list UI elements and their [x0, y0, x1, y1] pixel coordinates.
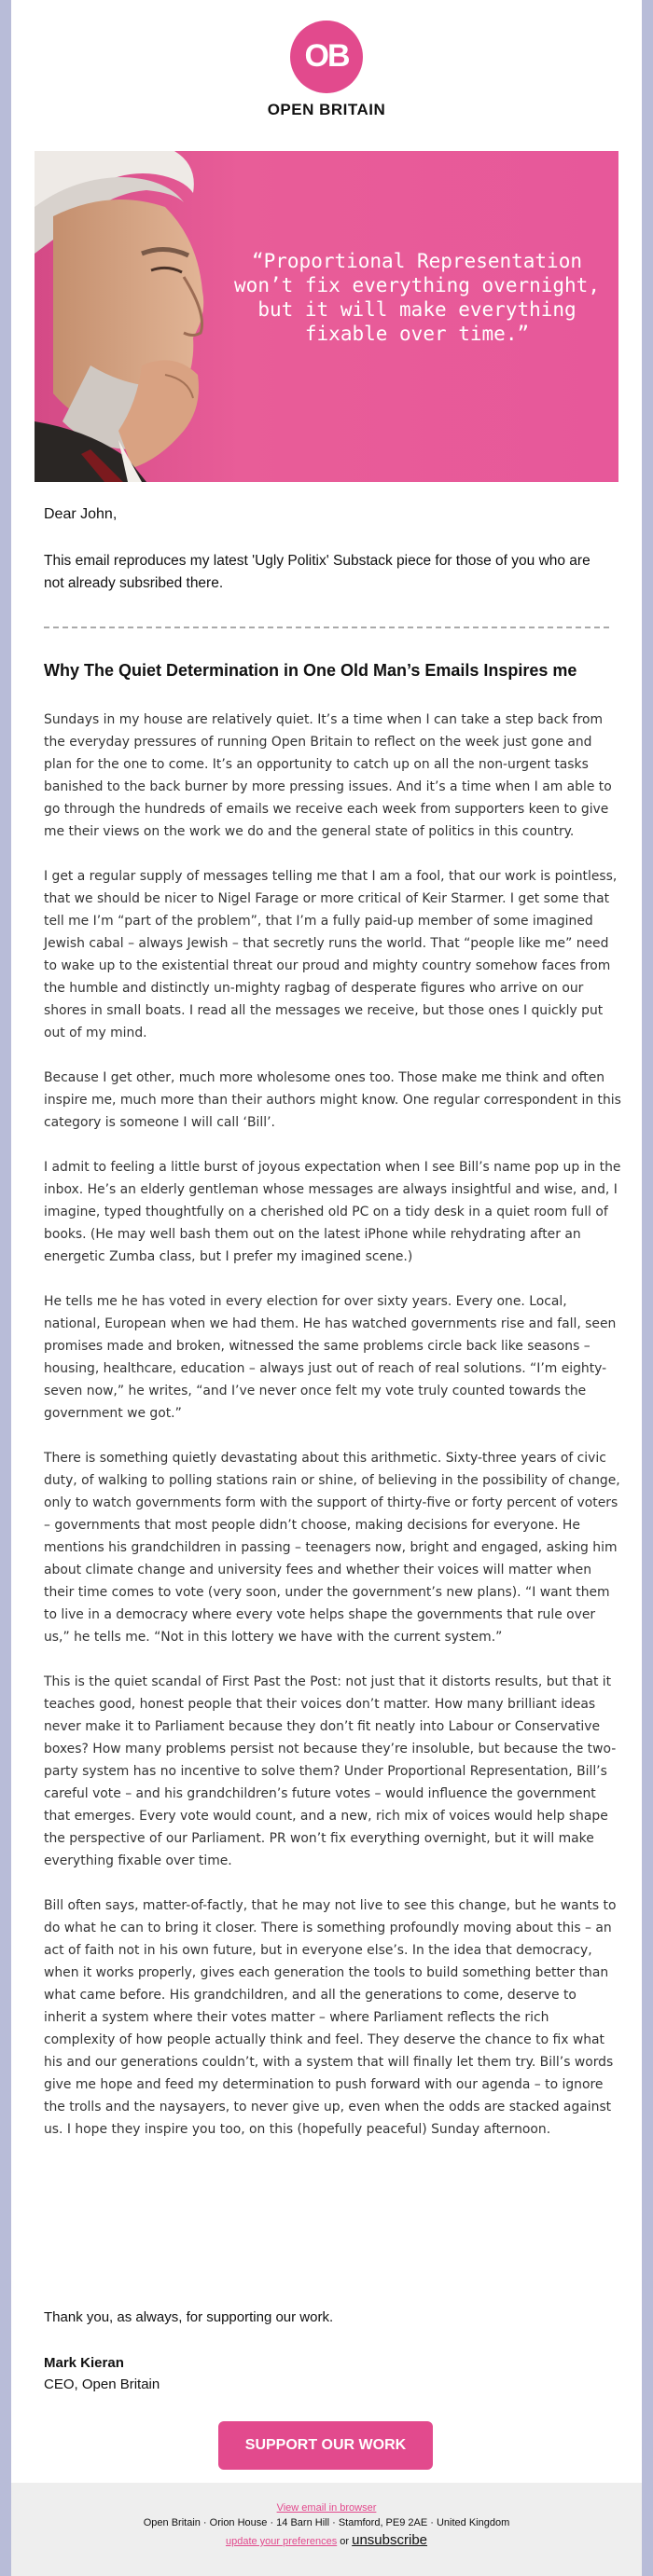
signature-role: CEO, Open Britain: [44, 2376, 160, 2392]
header-logo[interactable]: [11, 21, 642, 119]
unsubscribe-link[interactable]: unsubscribe: [352, 2532, 428, 2548]
logo-initials: OB: [304, 38, 349, 74]
update-preferences-link[interactable]: update your preferences: [225, 2536, 338, 2547]
intro-text: This email reproduces my latest 'Ugly Politix' Substack piece for those of you who are not already subsribed there.: [44, 553, 590, 591]
article-paragraph: There is something quietly devastating about this arithmetic. Sixty-three years of civic duty, of walking to polling stations rain or shine, of believing in the possibility of change, only to watch governments form with the support of thirty-five or forty percent of voters – governments that most people didn’t choose, making decisions for everyone. He mentions his grandchildren in passing – teenagers now, bright and engaged, asking him about climate change and university fees and whether their voices will matter when their time comes to vote (very soon, under the government’s new plans). “I want them to live in a democracy where every vote helps shape the governments that rule over us,” he tells me. “Not in this lottery we have with the current system.”: [44, 1451, 620, 1645]
footer-address: Open Britain · Orion House · 14 Barn Hill · Stamford, PE9 2AE · United Kingdom: [143, 2517, 510, 2528]
logo-badge: [290, 21, 363, 93]
article-paragraph: He tells me he has voted in every election for over sixty years. Every one. Local, national, European when we had them. He has watched governments rise and fall, seen promises made and broken, witnessed the same problems circle back like seasons – housing, healthcare, education – always just out of reach of real solutions. “I’m eighty-seven now,” he writes, “and I’ve never once felt my vote truly counted towards the government we got.”: [44, 1294, 617, 1421]
support-our-work-button[interactable]: SUPPORT OUR WORK: [218, 2421, 433, 2470]
hero-quote: “Proportional Representation won’t fix everything overnight, but it will make everything fixable over time.”: [234, 250, 600, 345]
view-in-browser-link[interactable]: View email in browser: [276, 2502, 377, 2514]
brand-name: OPEN BRITAIN: [267, 101, 386, 118]
article-paragraph: Because I get other, much more wholesome ones too. Those make me think and often inspire me, much more than their authors might know. One regular correspondent in this category is someone I will call ‘Bill’.: [44, 1070, 621, 1130]
hero-banner: [35, 151, 618, 482]
email-page: [11, 0, 642, 2576]
article-body: [44, 709, 622, 2163]
email-footer: [11, 2483, 642, 2576]
article-paragraph: Bill often says, matter-of-factly, that he may not live to see this change, but he wants to do what he can to bring it closer. There is something profoundly moving about this – an act of faith not in his own future, but in everyone else’s. In the idea that democracy, when it works properly, gives each generation the tools to build something better than what came before. His grandchildren, and all the generations to come, deserve to inherit a system where their votes matter – where Parliament reflects the rich complexity of how people actually think and feel. They deserve the chance to fix what his and our generations couldn’t, with a system that will finally let them try. Bill’s words give me hope and feed my determination to push forward with our agenda – to ignore the trolls and the naysayers, to never give up, even when the odds are stacked against us. I hope they inspire you too, on this (hopefully peaceful) Sunday afternoon.: [44, 1898, 617, 2137]
thanks-line: Thank you, as always, for supporting our work.: [44, 2309, 334, 2325]
greeting: Dear John,: [44, 506, 118, 522]
article-paragraph: I admit to feeling a little burst of joyous expectation when I see Bill’s name pop up in the inbox. He’s an elderly gentleman whose messages are always insightful and wise, and, I imagine, typed thoughtfully on a cherished old PC on a tidy desk in a quiet room full of books. (He may well bash them out on the latest iPhone while rehydrating after an energetic Zumba class, but I prefer my imagined scene.): [44, 1160, 621, 1264]
article-headline: Why The Quiet Determination in One Old Man’s Emails Inspires me: [44, 661, 577, 680]
article-paragraph: I get a regular supply of messages telling me that I am a fool, that our work is pointless, that we should be nicer to Nigel Farage or more critical of Keir Starmer. I get some that tell me I’m “part of the problem”, that I’m a fully paid-up member of some imagined Jewish cabal – always Jewish – that secretly runs the world. That “people like me” need to wake up to the existential threat our proud and mighty country somehow faces from the humble and distinctly un-mighty ragbag of desperate figures who arrive on our shores in small boats. I read all the messages we receive, but those ones I quickly put out of my mind.: [44, 869, 618, 1040]
section-divider: [44, 627, 609, 628]
article-paragraph: This is the quiet scandal of First Past the Post: not just that it distorts results, but that it teaches good, honest people that their voices don’t matter. How many brilliant ideas never make it to Parliament because they don’t fit neatly into Labour or Conservative boxes? How many problems persist not because they’re insoluble, but because the two-party system has no incentive to solve them? Under Proportional Representation, Bill’s careful vote – and his grandchildren’s future votes – would influence the government that emerges. Every vote would count, and a new, rich mix of voices would help shape the perspective of our Parliament. PR won’t fix everything overnight, but it will make everything fixable over time.: [44, 1674, 617, 1868]
article-paragraph: Sundays in my house are relatively quiet. It’s a time when I can take a step back from the everyday pressures of running Open Britain to reflect on the week just gone and plan for the one to come. It’s an opportunity to catch up on all the non-urgent tasks banished to the back burner by more pressing issues. And it’s a time when I am able to go through the hundreds of emails we receive each week from supporters keen to give me their views on the work we do and the general state of politics in this country.: [44, 712, 612, 839]
footer-or: or: [340, 2536, 350, 2547]
signature-name: Mark Kieran: [44, 2355, 124, 2371]
